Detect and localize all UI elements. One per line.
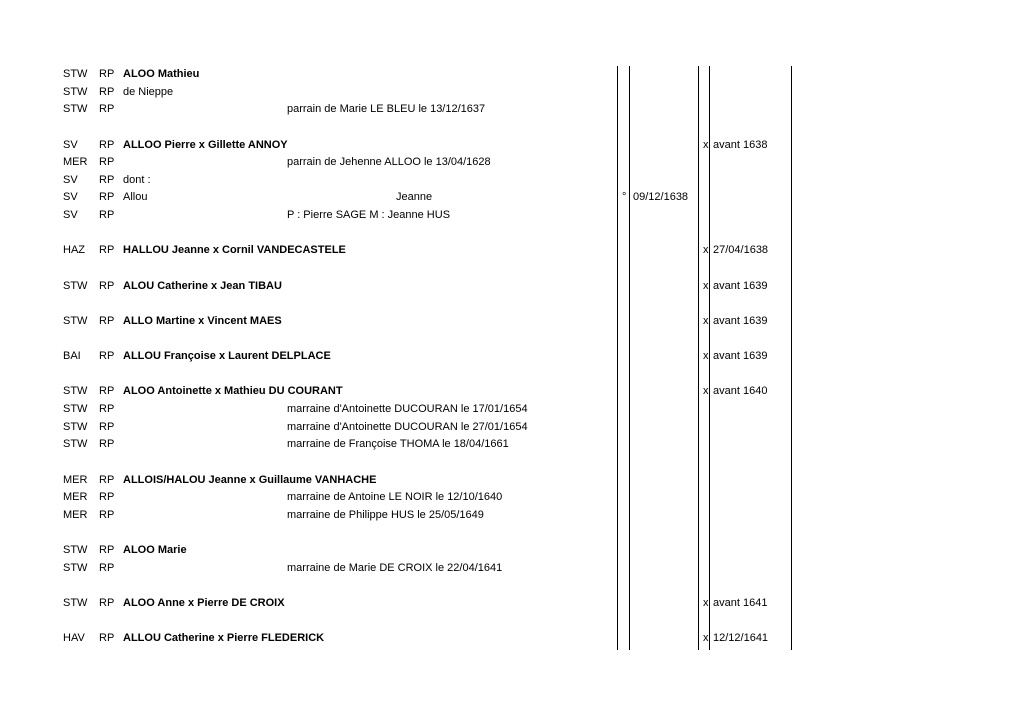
cell-main: ALOO Mathieu — [123, 68, 200, 80]
cell-main: ALLOO Pierre x Gillette ANNOY — [123, 138, 288, 151]
cell-rp: RP — [99, 103, 115, 116]
record-row — [0, 84, 1024, 101]
cell-code: SV — [63, 191, 78, 204]
cell-x: x — [703, 244, 709, 257]
record-row — [0, 560, 1024, 577]
cell-rp: RP — [99, 508, 115, 521]
cell-code: STW — [63, 68, 88, 80]
cell-rp: RP — [99, 385, 115, 398]
record-row — [0, 348, 1024, 365]
cell-code: STW — [63, 420, 88, 433]
cell-code: STW — [63, 544, 88, 556]
cell-code: STW — [63, 314, 88, 327]
cell-rp: RP — [99, 279, 115, 292]
cell-code: STW — [63, 403, 88, 415]
record-row — [0, 383, 1024, 400]
cell-rp: RP — [99, 561, 115, 574]
record-row — [0, 189, 1024, 206]
cell-main: ALOO Antoinette x Mathieu DU COURANT — [123, 385, 343, 398]
cell-mdate: avant 1639 — [713, 350, 768, 363]
cell-mid: parrain de Jehenne ALLOO le 13/04/1628 — [287, 156, 491, 169]
cell-rp: RP — [99, 491, 115, 504]
cell-code: STW — [63, 561, 88, 574]
record-row — [0, 436, 1024, 453]
cell-rp: RP — [99, 632, 115, 645]
cell-code: MER — [63, 508, 88, 521]
record-row — [0, 630, 1024, 647]
cell-deg: ° — [622, 191, 627, 204]
cell-main: dont : — [123, 173, 151, 186]
cell-code: STW — [63, 385, 88, 398]
cell-mid: P : Pierre SAGE M : Jeanne HUS — [287, 209, 451, 221]
cell-main: ALLO Martine x Vincent MAES — [123, 314, 282, 327]
cell-mdate: avant 1639 — [713, 314, 768, 327]
record-row — [0, 472, 1024, 489]
cell-main: ALOO Anne x Pierre DE CROIX — [123, 596, 285, 609]
cell-mid: parrain de Marie LE BLEU le 13/12/1637 — [287, 103, 486, 116]
cell-rp: RP — [99, 209, 115, 221]
cell-mdate: avant 1641 — [713, 596, 768, 609]
cell-main: ALLOU Catherine x Pierre FLEDERICK — [123, 632, 325, 645]
cell-x: x — [703, 138, 709, 151]
cell-mid: marraine de Marie DE CROIX le 22/04/1641 — [287, 561, 503, 574]
record-row — [0, 242, 1024, 259]
cell-rp: RP — [99, 191, 115, 204]
record-row — [0, 66, 1024, 83]
cell-code: SV — [63, 173, 78, 186]
record-row — [0, 401, 1024, 418]
record-row — [0, 101, 1024, 118]
cell-rp: RP — [99, 138, 115, 151]
cell-rp: RP — [99, 420, 115, 433]
cell-mdate: avant 1640 — [713, 385, 768, 398]
cell-rp: RP — [99, 544, 115, 556]
cell-rp: RP — [99, 68, 115, 80]
cell-main: ALOU Catherine x Jean TIBAU — [123, 279, 282, 292]
record-row — [0, 313, 1024, 330]
cell-code: STW — [63, 85, 88, 98]
cell-code: STW — [63, 438, 88, 451]
record-row — [0, 489, 1024, 506]
cell-main: ALOO Marie — [123, 544, 187, 556]
cell-rp: RP — [99, 596, 115, 609]
cell-given: Jeanne — [396, 191, 433, 204]
cell-mid: marraine de Françoise THOMA le 18/04/1661 — [287, 438, 509, 451]
record-row — [0, 595, 1024, 612]
cell-mid: marraine d'Antoinette DUCOURAN le 17/01/1654 — [287, 403, 528, 415]
cell-mdate: avant 1639 — [713, 279, 768, 292]
record-row — [0, 172, 1024, 189]
record-row — [0, 507, 1024, 524]
cell-rp: RP — [99, 473, 115, 486]
cell-code: MER — [63, 156, 88, 169]
cell-code: STW — [63, 596, 88, 609]
cell-mid: marraine d'Antoinette DUCOURAN le 27/01/1654 — [287, 420, 528, 433]
cell-rp: RP — [99, 173, 115, 186]
cell-code: BAI — [63, 350, 81, 363]
cell-mdate: 12/12/1641 — [713, 632, 769, 645]
cell-code: MER — [63, 473, 88, 486]
cell-main: Allou — [123, 191, 148, 204]
cell-code: STW — [63, 103, 88, 116]
cell-code: HAV — [63, 632, 85, 645]
cell-mid: marraine de Philippe HUS le 25/05/1649 — [287, 508, 484, 521]
cell-rp: RP — [99, 314, 115, 327]
cell-rp: RP — [99, 438, 115, 451]
record-row — [0, 207, 1024, 224]
cell-main: de Nieppe — [123, 85, 174, 98]
cell-code: SV — [63, 138, 78, 151]
cell-main: ALLOIS/HALOU Jeanne x Guillaume VANHACHE — [123, 473, 377, 486]
cell-mid: marraine de Antoine LE NOIR le 12/10/1640 — [287, 491, 503, 504]
record-row — [0, 154, 1024, 171]
cell-x: x — [703, 632, 709, 645]
cell-rp: RP — [99, 350, 115, 363]
record-row — [0, 419, 1024, 436]
cell-code: MER — [63, 491, 88, 504]
cell-code: SV — [63, 209, 78, 221]
cell-main: ALLOU Françoise x Laurent DELPLACE — [123, 350, 331, 363]
cell-code: HAZ — [63, 244, 85, 257]
record-row — [0, 278, 1024, 295]
cell-rp: RP — [99, 244, 115, 257]
cell-main: HALLOU Jeanne x Cornil VANDECASTELE — [123, 244, 346, 257]
cell-mdate: 27/04/1638 — [713, 244, 769, 257]
record-row — [0, 542, 1024, 559]
cell-x: x — [703, 279, 709, 292]
cell-rp: RP — [99, 403, 115, 415]
record-row — [0, 137, 1024, 154]
cell-rp: RP — [99, 85, 115, 98]
cell-bdate: 09/12/1638 — [633, 191, 689, 204]
cell-rp: RP — [99, 156, 115, 169]
cell-code: STW — [63, 279, 88, 292]
cell-mdate: avant 1638 — [713, 138, 768, 151]
cell-x: x — [703, 596, 709, 609]
cell-x: x — [703, 350, 709, 363]
cell-x: x — [703, 314, 709, 327]
cell-x: x — [703, 385, 709, 398]
